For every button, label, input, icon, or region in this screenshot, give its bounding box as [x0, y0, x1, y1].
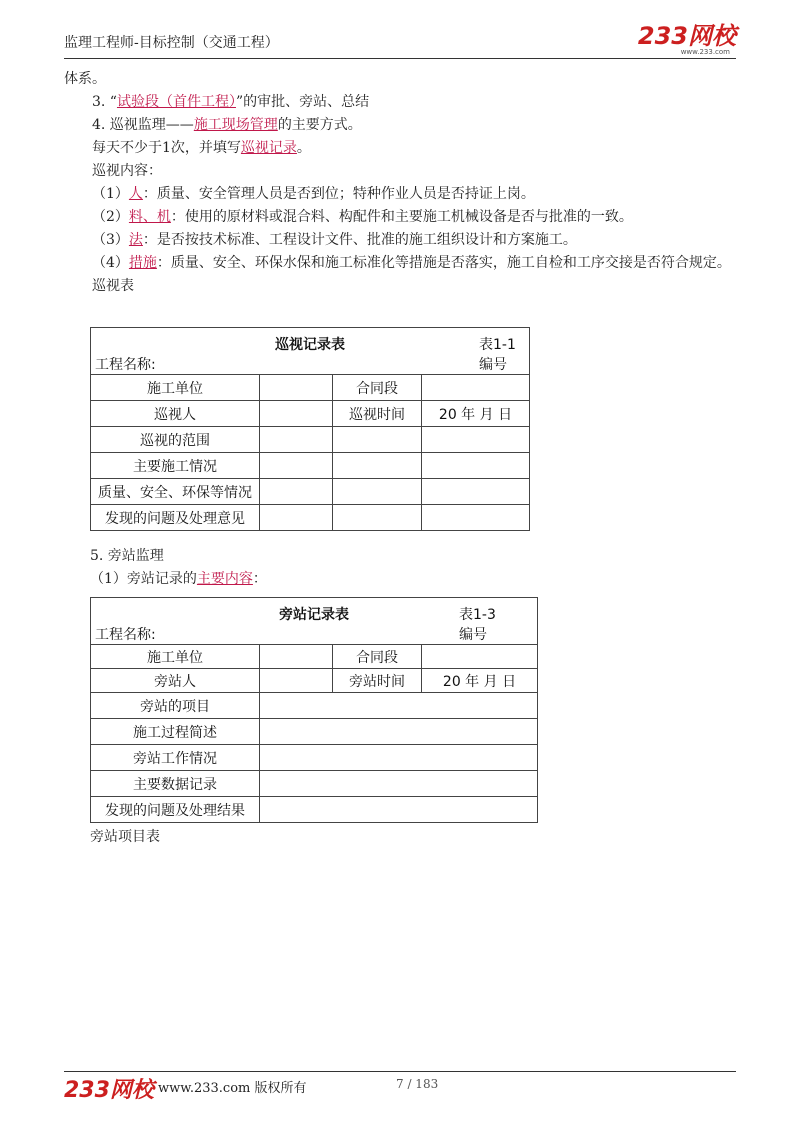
- brand-logo[interactable]: [638, 24, 736, 56]
- table-cell: [260, 669, 333, 693]
- table-cell: [333, 427, 422, 453]
- table-cell: 施工单位: [91, 645, 260, 669]
- content-item-1: （1）人：质量、安全管理人员是否到位；特种作业人员是否持证上岗。: [92, 186, 535, 202]
- footer-copyright: www.233.com 版权所有: [158, 1081, 307, 1096]
- table-title-cell: [91, 328, 530, 375]
- table-cell: [260, 693, 538, 719]
- table-number: 表1-3: [459, 607, 496, 623]
- paragraph: 体系。: [64, 71, 106, 87]
- table-number: 表1-1: [479, 337, 516, 353]
- frequency-line: 每天不少于1次，并填写巡视记录。: [92, 140, 311, 156]
- table1-label: 巡视表: [92, 278, 134, 294]
- table-cell: 巡视人: [91, 401, 260, 427]
- table-cell: [260, 645, 333, 669]
- table-cell: [260, 479, 333, 505]
- table-cell: 旁站人: [91, 669, 260, 693]
- inspection-record-table: [90, 327, 530, 531]
- table-cell: 巡视的范围: [91, 427, 260, 453]
- table-cell: [333, 505, 422, 531]
- content-item-3: （3）法：是否按技术标准、工程设计文件、批准的施工组织设计和方案施工。: [92, 232, 577, 248]
- highlight-link[interactable]: 试验段（首件工程）: [116, 94, 236, 110]
- highlight-link[interactable]: 料、机: [128, 209, 171, 225]
- logo-text: 233网校: [637, 22, 736, 50]
- item-5: 5. 旁站监理: [90, 548, 164, 564]
- table3-label: 旁站项目表: [90, 829, 160, 845]
- table-cell: 旁站时间: [333, 669, 422, 693]
- highlight-link[interactable]: 人: [128, 186, 143, 202]
- table-cell: 主要数据记录: [91, 771, 260, 797]
- highlight-link[interactable]: 措施: [128, 255, 157, 271]
- table-cell: 施工过程简述: [91, 719, 260, 745]
- table-cell: 巡视时间: [333, 401, 422, 427]
- table-cell: [260, 453, 333, 479]
- item-5-sub: （1）旁站记录的主要内容：: [90, 571, 267, 587]
- page-number: 7 / 183: [396, 1077, 439, 1091]
- code-label: 编号: [479, 357, 507, 373]
- content-item-2: （2）料、机：使用的原材料或混合料、构配件和主要施工机械设备是否与批准的一致。: [92, 209, 633, 225]
- table-cell: 旁站的项目: [91, 693, 260, 719]
- content-item-4: （4）措施：质量、安全、环保水保和施工标准化等措施是否落实，施工自检和工序交接是否符合规定。: [92, 255, 731, 271]
- logo-url: www.233.com: [680, 48, 730, 56]
- table-cell: [333, 479, 422, 505]
- table-cell: [422, 505, 530, 531]
- table-cell: [422, 479, 530, 505]
- table-cell: 发现的问题及处理意见: [91, 505, 260, 531]
- document-title: 监理工程师-目标控制（交通工程）: [64, 35, 279, 51]
- table-title: 旁站记录表: [279, 607, 349, 623]
- item-3: 3. “试验段（首件工程）”的审批、旁站、总结: [92, 94, 370, 110]
- table-cell: [260, 401, 333, 427]
- document-body: [64, 68, 744, 298]
- highlight-link[interactable]: 施工现场管理: [193, 117, 278, 133]
- table-cell: [422, 453, 530, 479]
- table-cell: 质量、安全、环保等情况: [91, 479, 260, 505]
- highlight-link[interactable]: 法: [128, 232, 143, 248]
- page-header: [64, 22, 736, 60]
- header-divider: [64, 58, 736, 59]
- table-cell: 主要施工情况: [91, 453, 260, 479]
- highlight-link[interactable]: 主要内容: [196, 571, 253, 587]
- inspection-content-label: 巡视内容：: [92, 163, 162, 179]
- highlight-link[interactable]: 巡视记录: [240, 140, 297, 156]
- table-cell: [260, 797, 538, 823]
- table-cell: [260, 375, 333, 401]
- table-title-cell: [91, 598, 538, 645]
- project-name-label: 工程名称:: [95, 357, 156, 373]
- table-cell: 20 年 月 日: [422, 669, 538, 693]
- project-name-label: 工程名称:: [95, 627, 156, 643]
- table-cell: [333, 453, 422, 479]
- footer-divider: [64, 1071, 736, 1072]
- page-footer: [64, 1073, 736, 1103]
- table-title: 巡视记录表: [275, 337, 345, 353]
- table-cell: [422, 427, 530, 453]
- supervision-record-table: [90, 597, 538, 823]
- table-cell: 施工单位: [91, 375, 260, 401]
- table-cell: 旁站工作情况: [91, 745, 260, 771]
- table-cell: [422, 375, 530, 401]
- table-cell: [260, 771, 538, 797]
- table-cell: 20 年 月 日: [422, 401, 530, 427]
- footer-logo[interactable]: 233网校: [64, 1078, 154, 1103]
- table-cell: [260, 505, 333, 531]
- table-cell: [260, 427, 333, 453]
- code-label: 编号: [459, 627, 487, 643]
- table-cell: 合同段: [333, 645, 422, 669]
- item-4: 4. 巡视监理——施工现场管理的主要方式。: [92, 117, 362, 133]
- table-cell: [260, 719, 538, 745]
- table-cell: [422, 645, 538, 669]
- table-cell: 合同段: [333, 375, 422, 401]
- table-cell: 发现的问题及处理结果: [91, 797, 260, 823]
- table-cell: [260, 745, 538, 771]
